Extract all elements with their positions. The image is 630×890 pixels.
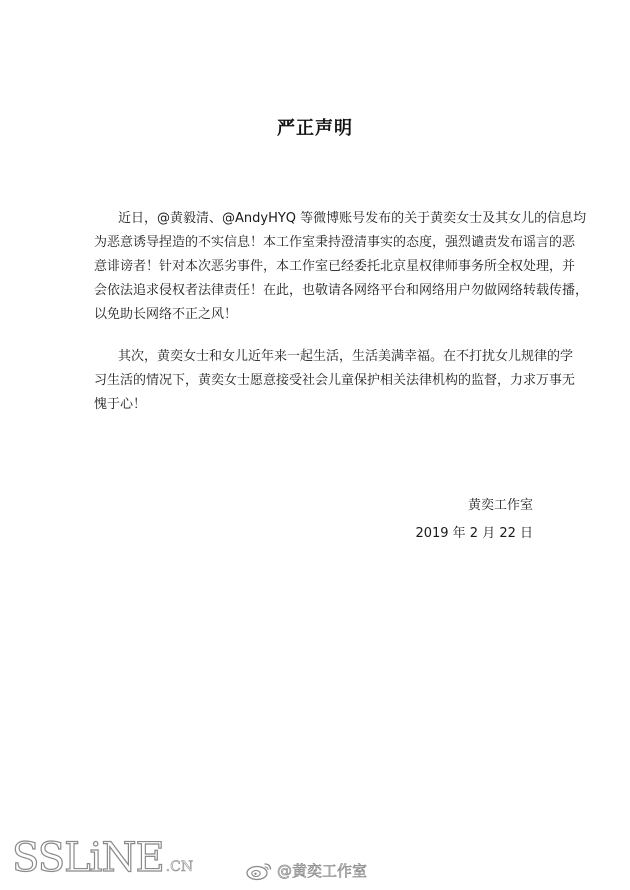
statement-paragraph-2 bbox=[94, 345, 576, 417]
watermark-logo-suffix: .CN bbox=[165, 859, 194, 875]
statement-date: 2019 年 2 月 22 日 bbox=[415, 526, 533, 541]
paragraph-line: 意诽谤者！针对本次恶劣事件，本工作室已经委托北京星权律师事务所全权处理，并 bbox=[94, 259, 576, 274]
paragraph-line: 为恶意诱导捏造的不实信息！本工作室秉持澄清事实的态度，强烈谴责发布谣言的恶 bbox=[94, 235, 576, 250]
signature: 黄奕工作室 bbox=[467, 498, 533, 513]
paragraph-line: 愧于心！ bbox=[94, 397, 147, 412]
sslline-watermark-logo bbox=[12, 835, 194, 881]
paragraph-line: 其次，黄奕女士和女儿近年来一起生活，生活美满幸福。在不打扰女儿规律的学 bbox=[118, 349, 574, 364]
paragraph-line: 近日，@黄毅清、@AndyHYQ 等微博账号发布的关于黄奕女士及其女儿的信息均 bbox=[118, 211, 587, 226]
statement-title: 严正声明 bbox=[277, 118, 353, 139]
weibo-icon bbox=[245, 861, 273, 881]
weibo-handle: @黄奕工作室 bbox=[277, 862, 368, 880]
statement-paragraph-1 bbox=[94, 207, 589, 327]
paragraph-line: 习生活的情况下，黄奕女士愿意接受社会儿童保护相关法律机构的监督，力求万事无 bbox=[94, 373, 576, 388]
weibo-watermark bbox=[245, 860, 367, 881]
paragraph-line: 以免助长网络不正之风！ bbox=[94, 307, 238, 322]
watermark-logo-text: SSLiNE bbox=[12, 835, 164, 881]
paragraph-line: 会依法追求侵权者法律责任！在此，也敬请各网络平台和网络用户勿做网络转载传播， bbox=[94, 283, 589, 298]
